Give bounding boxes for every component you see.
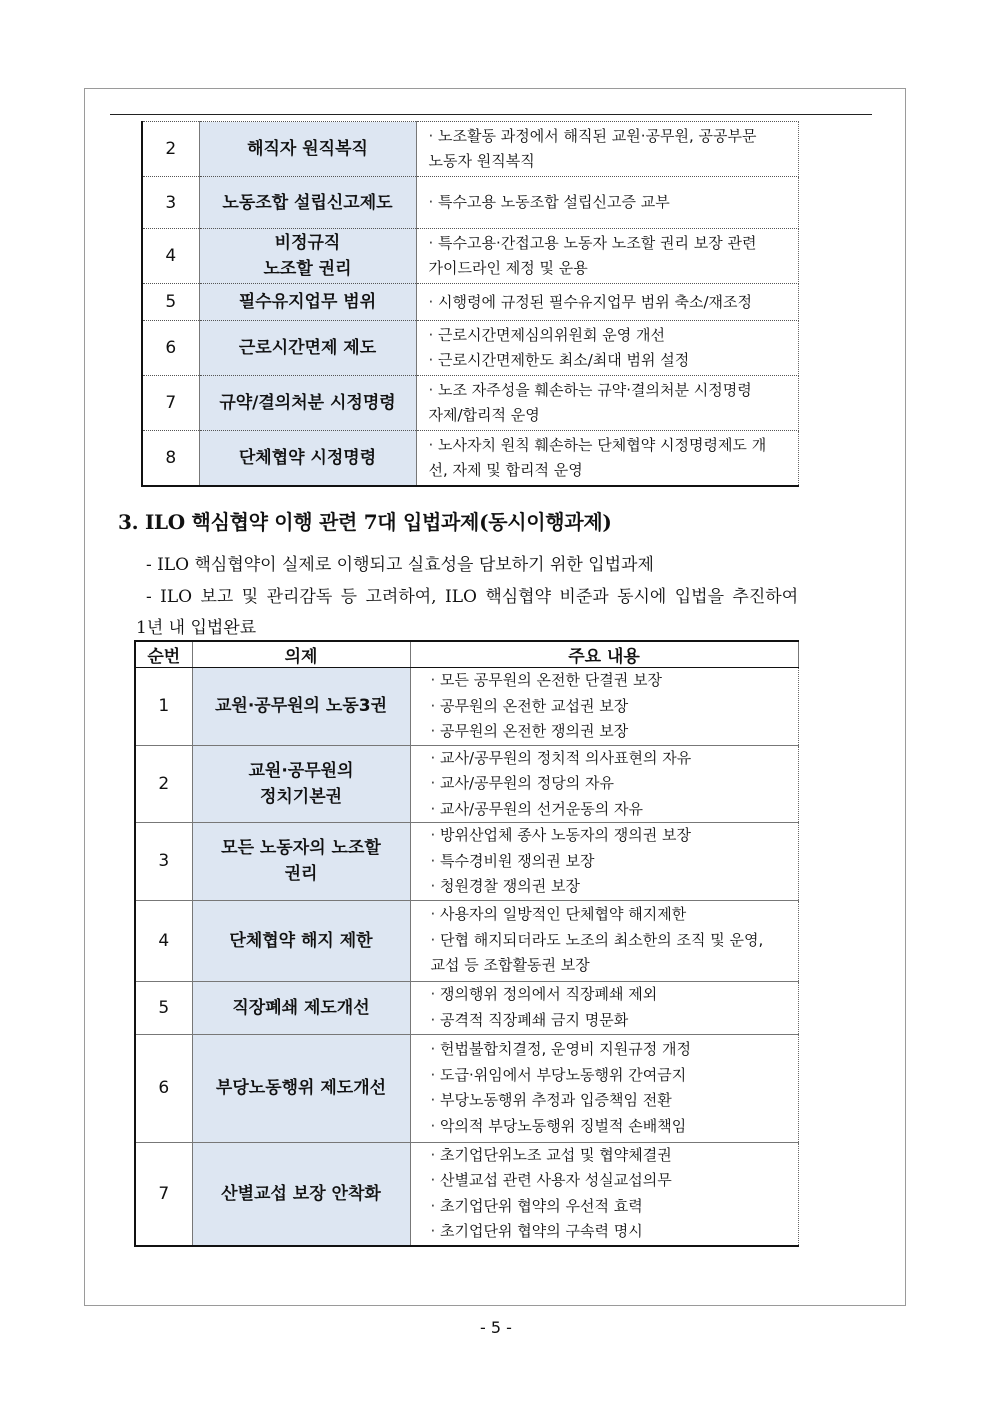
content-item: · 헌법불합치결정, 운영비 지원규정 개정: [431, 1037, 790, 1063]
content-item: · 공무원의 온전한 교섭권 보장: [431, 694, 790, 720]
content-cell: [410, 1142, 798, 1246]
row-number: 3: [142, 177, 199, 229]
agenda-cell: [192, 745, 410, 823]
content-item: · 특수고용·간접고용 노동자 노조할 권리 보장 관련: [429, 231, 790, 256]
row-number: 8: [142, 431, 199, 487]
agenda-cell: [192, 1142, 410, 1246]
content-item: · 노조활동 과정에서 해직된 교원·공무원, 공공부문: [429, 124, 790, 149]
content-item: · 청원경찰 쟁의권 보장: [431, 874, 790, 900]
section-heading: 3. ILO 핵심협약 이행 관련 7대 입법과제(동시이행과제): [118, 510, 612, 534]
table-row: [142, 229, 798, 284]
content-cell: [410, 668, 798, 746]
table-labor-tasks-continued: [141, 121, 799, 487]
agenda-cell: [199, 376, 416, 431]
agenda-line: 모든 노동자의 노조할: [221, 838, 381, 859]
content-item: · 초기업단위 협약의 구속력 명시: [431, 1219, 790, 1245]
agenda-cell: [192, 1034, 410, 1142]
content-cell: [410, 823, 798, 901]
row-number: 7: [142, 376, 199, 431]
row-number: 2: [135, 745, 192, 823]
content-cell: [416, 431, 798, 487]
content-item: · 악의적 부당노동행위 징벌적 손배책임: [431, 1114, 790, 1140]
content-item: · 교사/공무원의 정당의 자유: [431, 771, 790, 797]
agenda-cell: [199, 177, 416, 229]
content-item: · 방위산업체 종사 노동자의 쟁의권 보장: [431, 823, 790, 849]
content-item: · 공격적 직장폐쇄 금지 명문화: [431, 1008, 790, 1034]
agenda-cell: [192, 900, 410, 981]
content-item: · 근로시간면제한도 최소/최대 범위 설정: [429, 348, 790, 373]
content-cell: [416, 122, 798, 177]
table-row: [135, 1034, 798, 1142]
row-number: 7: [135, 1142, 192, 1246]
content-item: · 공무원의 온전한 쟁의권 보장: [431, 719, 790, 745]
content-item: · 단협 해지되더라도 노조의 최소한의 조직 및 운영,: [431, 928, 790, 954]
header-content: 주요 내용: [410, 641, 798, 668]
agenda-line: 규약/결의처분 시정명령: [219, 393, 396, 413]
agenda-line: 단체협약 해지 제한: [229, 930, 373, 951]
row-number: 6: [142, 321, 199, 376]
agenda-line: 교원·공무원의 노동3권: [214, 696, 387, 717]
row-number: 1: [135, 668, 192, 746]
table-legislative-tasks: [134, 640, 799, 1247]
content-cell: [416, 229, 798, 284]
content-cell: [410, 981, 798, 1034]
content-item: · 시행령에 규정된 필수유지업무 범위 축소/재조정: [429, 290, 790, 315]
content-cell: [410, 1034, 798, 1142]
table-row: [135, 745, 798, 823]
content-item: · 초기업단위노조 교섭 및 협약체결권: [431, 1143, 790, 1169]
content-item: · 교사/공무원의 선거운동의 자유: [431, 797, 790, 823]
content-item-continued: 노동자 원직복직: [428, 152, 535, 170]
content-cell: [410, 900, 798, 981]
table-row: [135, 823, 798, 901]
table-row: [135, 981, 798, 1034]
agenda-cell: [199, 229, 416, 284]
table-row: [135, 668, 798, 746]
table-row: [142, 431, 798, 487]
content-item: · 모든 공무원의 온전한 단결권 보장: [431, 668, 790, 694]
table-row: [135, 900, 798, 981]
agenda-line: 비정규직: [274, 233, 341, 253]
agenda-line: 노조할 권리: [263, 259, 352, 279]
content-item: · 도급·위임에서 부당노동행위 간여금지: [431, 1063, 790, 1089]
content-item: · 노사자치 원칙 훼손하는 단체협약 시정명령제도 개: [429, 433, 790, 458]
content-cell: [416, 376, 798, 431]
row-number: 2: [142, 122, 199, 177]
row-number: 3: [135, 823, 192, 901]
agenda-cell: [199, 284, 416, 321]
header-agenda: 의제: [192, 641, 410, 668]
content-item-continued: 가이드라인 제정 및 운용: [428, 259, 588, 277]
agenda-line: 산별교섭 보장 안착화: [221, 1183, 381, 1204]
content-cell: [410, 745, 798, 823]
agenda-line: 권리: [284, 864, 318, 885]
header-rule: [110, 114, 872, 115]
content-item: · 노조 자주성을 훼손하는 규약·결의처분 시정명령: [429, 378, 790, 403]
row-number: 5: [142, 284, 199, 321]
agenda-cell: [192, 668, 410, 746]
content-item: · 특수고용 노동조합 설립신고증 교부: [429, 190, 790, 215]
section-bullet-2: - ILO 보고 및 관리감독 등 고려하여, ILO 핵심협약 비준과 동시에 입법을 추진하여: [146, 587, 799, 607]
content-item: · 사용자의 일방적인 단체협약 해지제한: [431, 902, 790, 928]
agenda-line: 부당노동행위 제도개선: [215, 1078, 387, 1098]
content-item: · 교사/공무원의 정치적 의사표현의 자유: [431, 746, 790, 772]
content-item-continued: 자제/합리적 운영: [428, 406, 540, 424]
table-row: [142, 321, 798, 376]
header-num: 순번: [135, 641, 192, 668]
content-item: · 산별교섭 관련 사용자 성실교섭의무: [431, 1168, 790, 1194]
content-cell: [416, 284, 798, 321]
section-bullet-2-cont: 1년 내 입법완료: [136, 618, 257, 638]
agenda-line: 단체협약 시정명령: [238, 448, 377, 468]
agenda-line: 해직자 원직복직: [247, 139, 368, 159]
agenda-line: 정치기본권: [259, 786, 343, 807]
agenda-cell: [199, 431, 416, 487]
row-number: 4: [142, 229, 199, 284]
content-cell: [416, 321, 798, 376]
agenda-line: 직장폐쇄 제도개선: [232, 997, 370, 1018]
content-item: · 쟁의행위 정의에서 직장폐쇄 제외: [431, 982, 790, 1008]
content-item: · 근로시간면제심의위원회 운영 개선: [429, 323, 790, 348]
agenda-cell: [192, 823, 410, 901]
table-header-row: [135, 641, 798, 668]
row-number: 5: [135, 981, 192, 1034]
table-row: [142, 376, 798, 431]
agenda-line: 근로시간면제 제도: [238, 338, 377, 358]
table-row: [142, 284, 798, 321]
table-row: [142, 177, 798, 229]
table-row: [135, 1142, 798, 1246]
content-item: · 부당노동행위 추정과 입증책임 전환: [431, 1088, 790, 1114]
agenda-cell: [192, 981, 410, 1034]
content-item-continued: 선, 자제 및 합리적 운영: [428, 461, 583, 479]
agenda-line: 교원·공무원의: [248, 760, 354, 781]
content-item-continued: 교섭 등 조합활동권 보장: [430, 956, 590, 975]
agenda-cell: [199, 122, 416, 177]
agenda-line: 필수유지업무 범위: [238, 292, 377, 312]
content-cell: [416, 177, 798, 229]
row-number: 4: [135, 900, 192, 981]
agenda-line: 노동조합 설립신고제도: [222, 192, 393, 213]
row-number: 6: [135, 1034, 192, 1142]
section-bullet-1: - ILO 핵심협약이 실제로 이행되고 실효성을 담보하기 위한 입법과제: [146, 555, 654, 575]
agenda-cell: [199, 321, 416, 376]
content-item: · 초기업단위 협약의 우선적 효력: [431, 1194, 790, 1220]
content-item: · 특수경비원 쟁의권 보장: [431, 849, 790, 875]
table-row: [142, 122, 798, 177]
page-number: - 5 -: [480, 1318, 512, 1337]
